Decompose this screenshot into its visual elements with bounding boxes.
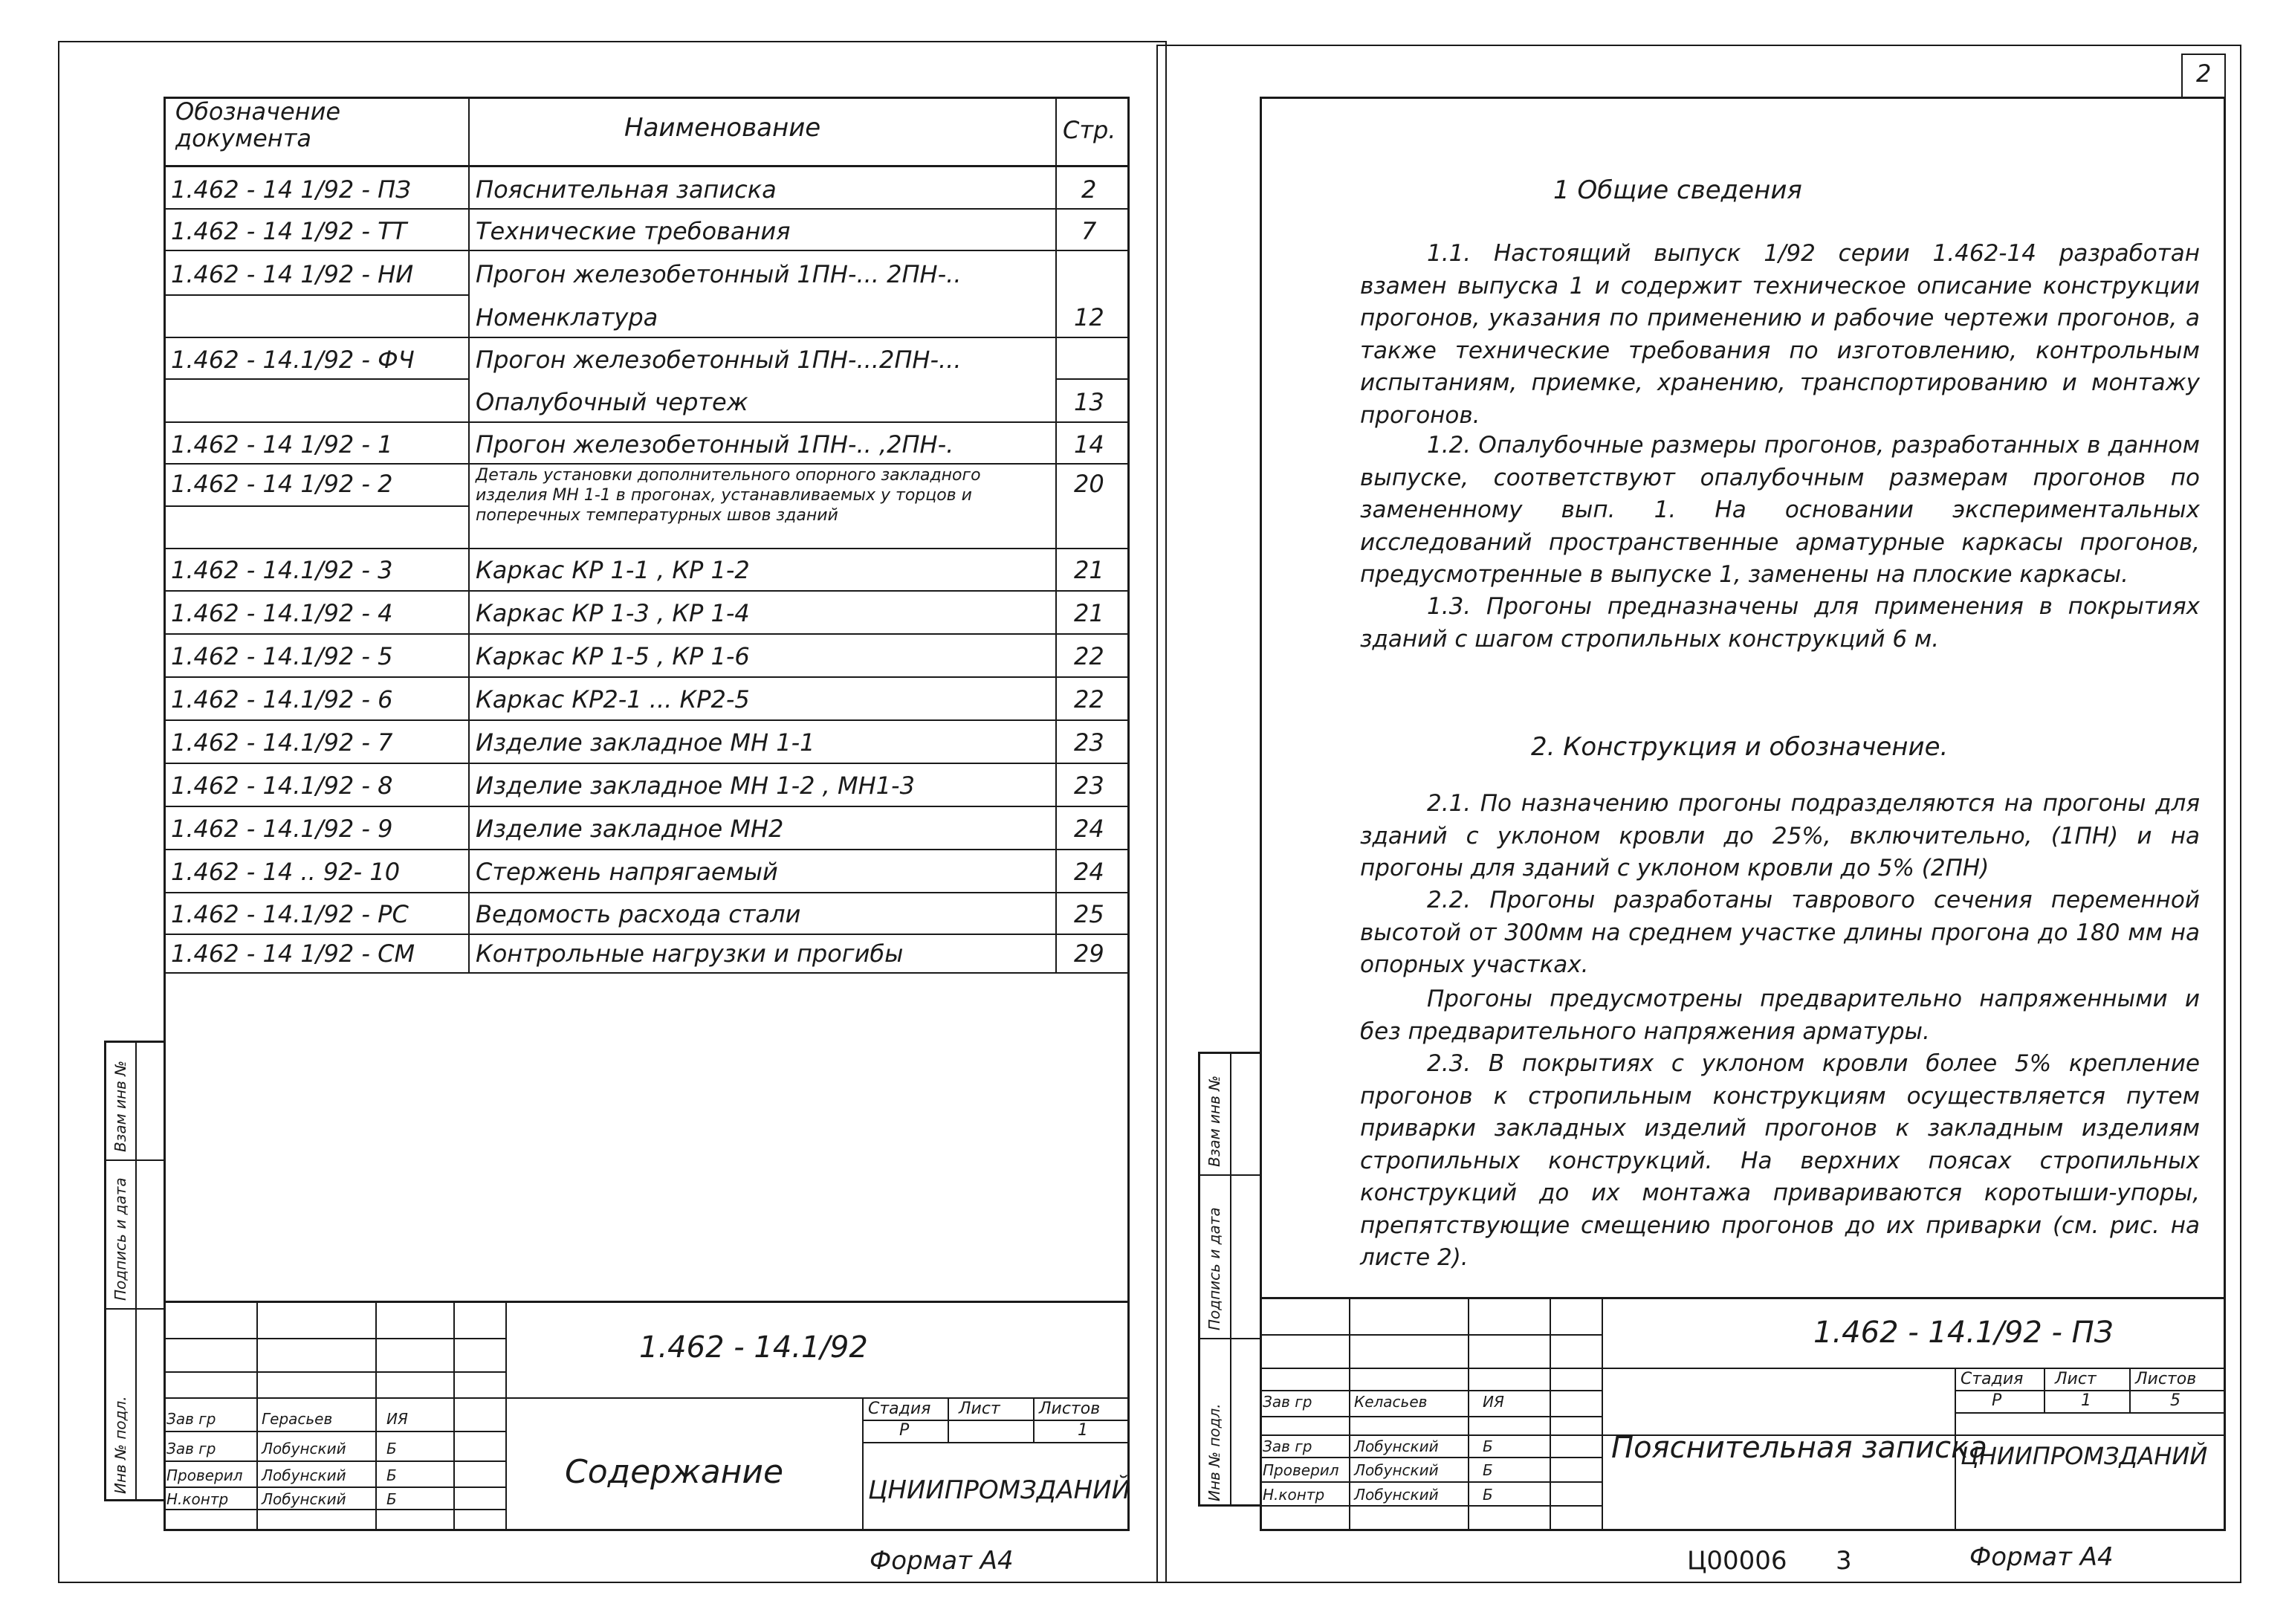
stamp-sheet-label: Лист (959, 1400, 1000, 1418)
stamp-sheet: 1 (2081, 1391, 2091, 1410)
stamp-person-name: Лобунский (1354, 1437, 1439, 1455)
table-row-rule (164, 806, 1130, 807)
row-code: 1.462 - 14.1/92 - 9 (171, 815, 393, 843)
stamp-person-role: Проверил (166, 1466, 243, 1484)
title-block-rule (862, 1442, 1130, 1443)
stamp-stage-label: Стадия (1961, 1370, 2024, 1388)
header-page: Стр. (1063, 116, 1116, 144)
table-subrow-rule (164, 294, 468, 296)
table-row-rule (164, 763, 1130, 764)
title-block-rule (1260, 1505, 1602, 1507)
table-row-rule (164, 849, 1130, 850)
stamp-doc-code: 1.462 - 14.1/92 (639, 1330, 868, 1365)
title-block-rule (1033, 1397, 1035, 1442)
title-block-rule (1260, 1297, 2226, 1299)
side-label-sign: Подпись и дата (1205, 1207, 1223, 1330)
stamp-org: ЦНИИПРОМЗДАНИЙ (1961, 1442, 2208, 1470)
paragraph-1-1 (1360, 238, 2200, 432)
row-page: 23 (1074, 771, 1104, 800)
title-block-rule (1260, 1481, 1602, 1483)
stamp-person-name: Лобунский (262, 1466, 346, 1484)
stamp-person-sign: Б (1483, 1486, 1493, 1504)
row-code: 1.462 - 14.1/92 - 6 (171, 685, 393, 714)
paragraph-2-1 (1360, 788, 2200, 885)
title-block-rule (2044, 1368, 2045, 1412)
title-block-rule (1468, 1297, 1469, 1531)
stamp-sheets: 5 (2170, 1391, 2180, 1410)
stamp-title: Содержание (565, 1453, 784, 1491)
paragraph-1-2-text: 1.2. Опалубочные размеры прогонов, разработанных в данном выпуске, соответствуют опалубочным размерам прогонов по замененному вып. 1. На основании экспериментальных исследований пространственные арматурные каркасы прогонов, предусмотренные в выпуске 1, заменены на плоские каркасы. (1360, 432, 2200, 588)
row-code: 1.462 - 14.1/92 - 5 (171, 642, 393, 670)
side-strip-divider (135, 1041, 137, 1501)
row-name: Контрольные нагрузки и прогибы (476, 939, 904, 968)
row-page: 13 (1074, 388, 1104, 416)
stamp-person-name: Лобунский (262, 1490, 346, 1508)
stamp-person-name: Лобунский (1354, 1461, 1439, 1479)
row-page: 2 (1081, 175, 1097, 204)
title-block-rule (164, 1460, 505, 1462)
title-block-rule (505, 1301, 507, 1531)
row-name: Изделие закладное МН2 (476, 815, 784, 843)
table-row-rule (164, 676, 1130, 678)
row-name: Технические требования (476, 217, 791, 245)
row-name-2: Номенклатура (476, 303, 658, 331)
title-block-rule (164, 1301, 1130, 1303)
row-code: 1.462 - 14.1/92 - 7 (171, 728, 393, 757)
stamp-title: Пояснительная записка (1611, 1431, 1987, 1465)
row-name: Прогон железобетонный 1ПН-...2ПН-... (476, 346, 962, 374)
paragraph-2-2b-text: Прогоны предусмотрены предварительно напряженными и без предварительного напряжения арматуры. (1360, 986, 2200, 1045)
row-name: Каркас КР 1-5 , КР 1-6 (476, 642, 750, 670)
table-row-rule (164, 548, 1130, 549)
stamp-stage: Р (899, 1421, 910, 1440)
header-name: Наименование (624, 113, 821, 143)
paragraph-1-3 (1360, 591, 2200, 656)
paragraph-1-2 (1360, 430, 2200, 592)
row-name: Изделие закладное МН 1-2 , МН1-3 (476, 771, 915, 800)
stamp-person-role: Н.контр (1263, 1486, 1325, 1504)
row-code: 1.462 - 14.1/92 - 3 (171, 556, 393, 584)
row-page: 24 (1074, 858, 1104, 886)
stamp-sheets: 1 (1078, 1421, 1088, 1440)
side-strip-rule (1198, 1338, 1261, 1339)
stamp-person-role: Проверил (1263, 1461, 1339, 1479)
stamp-number: Ц00006 (1687, 1546, 1787, 1576)
col-divider (1055, 97, 1057, 972)
header-designation: Обозначение документа (175, 97, 341, 152)
paragraph-2-3 (1360, 1048, 2200, 1275)
row-page: 14 (1074, 430, 1104, 459)
stamp-person-sign: Б (386, 1490, 397, 1508)
table-row-rule (164, 250, 1130, 251)
paragraph-1-3-text: 1.3. Прогоны предназначены для применения в покрытиях зданий с шагом стропильных конструкций 6 м. (1360, 593, 2200, 653)
table-row-rule (164, 590, 1130, 592)
side-strip-rule (104, 1308, 165, 1310)
row-name: Каркас КР 1-3 , КР 1-4 (476, 599, 750, 627)
stamp-doc-code: 1.462 - 14.1/92 - ПЗ (1813, 1316, 2114, 1350)
row-code: 1.462 - 14.1/92 - 8 (171, 771, 393, 800)
stamp-org: ЦНИИПРОМЗДАНИЙ (868, 1475, 1131, 1505)
paragraph-1-1-text: 1.1. Настоящий выпуск 1/92 серии 1.462-14 разработан взамен выпуска 1 и содержит техническое описание конструкции прогонов, указания по применению и рабочие чертежи прогонов, а также технические требования по изготовлению, контрольным испытаниям, приемке, хранению, транспортированию и монтажу прогонов. (1360, 240, 2200, 429)
side-label-inv: Инв № подл. (111, 1396, 129, 1494)
table-row-rule (164, 337, 1130, 338)
title-block-rule (1260, 1334, 1602, 1336)
title-block-rule (948, 1397, 949, 1442)
stamp-stage: Р (1992, 1391, 2002, 1410)
row-name: Изделие закладное МН 1-1 (476, 728, 815, 757)
section1-title: 1 Общие сведения (1553, 175, 1802, 205)
title-block-rule (164, 1431, 505, 1432)
format-label: Формат А4 (1969, 1542, 2114, 1572)
stamp-person-role: Зав гр (1263, 1437, 1312, 1455)
row-page: 22 (1074, 642, 1104, 670)
stamp-person-name: Лобунский (1354, 1486, 1439, 1504)
row-code: 1.462 - 14 .. 92- 10 (171, 858, 401, 886)
title-block-rule (164, 1486, 505, 1488)
stamp-person-name: Келасьев (1354, 1393, 1428, 1411)
row-page: 21 (1074, 556, 1104, 584)
stamp-person-sign: Б (1483, 1437, 1493, 1455)
paragraph-2-3-text: 2.3. В покрытиях с уклоном кровли более 5% крепление прогонов к стропильным конструкциям осуществляется путем приварки закладных изделий прогонов к закладным изделиям стропильных конструкций. На верхних поясах стропильных конструкций до их монтажа привариваются коротыши-упоры, препятствующие смещению прогонов до их приварки (см. рис. на листе 2). (1360, 1050, 2200, 1271)
side-strip-divider (1230, 1052, 1231, 1507)
row-name-2: Опалубочный чертеж (476, 388, 748, 416)
section2-title: 2. Конструкция и обозначение. (1531, 732, 1949, 762)
title-block-rule (1602, 1297, 1603, 1531)
paragraph-2-2-text: 2.2. Прогоны разработаны таврового сечения переменной высотой от 300мм на среднем участке длины прогона до 180 мм на опорных участках. (1360, 887, 2200, 978)
row-code: 1.462 - 14 1/92 - СМ (171, 939, 415, 968)
title-block-rule (1260, 1457, 1602, 1458)
stamp-person-role: Зав гр (166, 1410, 216, 1428)
stamp-person-role: Зав гр (166, 1440, 216, 1458)
row-page: 25 (1074, 900, 1104, 928)
col-divider (468, 97, 470, 972)
row-page: 23 (1074, 728, 1104, 757)
table-subrow-rule (1055, 378, 1130, 380)
title-block-rule (1602, 1368, 2226, 1369)
sheet-number: 2 (2196, 59, 2212, 88)
stamp-sheets-label: Листов (1039, 1400, 1101, 1418)
title-block-rule (1955, 1412, 2226, 1414)
format-label: Формат А4 (870, 1546, 1014, 1576)
title-block-rule (1260, 1416, 1602, 1417)
stamp-person-role: Н.контр (166, 1490, 229, 1508)
stamp-person-sign: Б (1483, 1461, 1493, 1479)
side-label-sign: Подпись и дата (111, 1177, 129, 1301)
stamp-person-name: Лобунский (262, 1440, 346, 1458)
title-block-rule (1260, 1368, 1602, 1369)
row-page: 20 (1074, 470, 1104, 498)
title-block-rule (1260, 1390, 1602, 1391)
title-block-rule (1349, 1297, 1350, 1531)
title-block-rule (375, 1301, 377, 1531)
table-row-rule (164, 934, 1130, 935)
stamp-stage-label: Стадия (868, 1400, 931, 1418)
stamp-sheet-label: Лист (2055, 1370, 2097, 1388)
row-code: 1.462 - 14 1/92 - НИ (171, 260, 414, 288)
row-code: 1.462 - 14.1/92 - 4 (171, 599, 393, 627)
row-name: Пояснительная записка (476, 175, 777, 204)
stamp-person-sign: ИЯ (1483, 1393, 1504, 1411)
table-row-rule (164, 421, 1130, 423)
title-block-rule (2129, 1368, 2131, 1412)
stamp-person-name: Герасьев (262, 1410, 333, 1428)
table-row-rule (164, 972, 1130, 974)
title-block-rule (256, 1301, 258, 1531)
row-code: 1.462 - 14.1/92 - РС (171, 900, 409, 928)
row-name: Каркас КР 1-1 , КР 1-2 (476, 556, 750, 584)
row-code: 1.462 - 14 1/92 - ПЗ (171, 175, 411, 204)
side-label-replace: Взам инв № (1205, 1075, 1223, 1167)
row-code: 1.462 - 14 1/92 - 1 (171, 430, 393, 459)
side-label-inv: Инв № подл. (1205, 1403, 1223, 1501)
paragraph-2-1-text: 2.1. По назначению прогоны подразделяются на прогоны для зданий с уклоном кровли до 25%, включительно, (1ПН) и на прогоны для зданий с уклоном кровли до 5% (2ПН) (1360, 790, 2200, 881)
row-page: 12 (1074, 303, 1104, 331)
table-row-rule (164, 892, 1130, 893)
stamp-sheets-label: Листов (2135, 1370, 2197, 1388)
title-block-rule (164, 1397, 1130, 1399)
table-row-rule (164, 208, 1130, 210)
stamp-person-sign: ИЯ (386, 1410, 408, 1428)
paragraph-2-2b (1360, 983, 2200, 1048)
page-number: 3 (1836, 1546, 1852, 1576)
header-bottom (164, 165, 1130, 167)
table-row-rule (164, 719, 1130, 721)
title-block-rule (164, 1338, 505, 1339)
title-block-rule (1550, 1297, 1551, 1531)
row-page: 22 (1074, 685, 1104, 714)
row-code: 1.462 - 14 1/92 - 2 (171, 470, 393, 498)
stamp-person-role: Зав гр (1263, 1393, 1312, 1411)
table-subrow-rule (164, 505, 468, 507)
side-strip-rule (104, 1159, 165, 1161)
row-code: 1.462 - 14 1/92 - ТТ (171, 217, 407, 245)
title-block-rule (164, 1371, 505, 1373)
table-row-rule (164, 633, 1130, 635)
title-block-rule (164, 1509, 505, 1510)
title-block-rule (453, 1301, 455, 1531)
row-page: 21 (1074, 599, 1104, 627)
side-label-replace: Взам инв № (111, 1060, 129, 1152)
row-name: Прогон железобетонный 1ПН-.. ,2ПН-. (476, 430, 954, 459)
row-name: Прогон железобетонный 1ПН-... 2ПН-.. (476, 260, 962, 288)
row-name: Каркас КР2-1 ... КР2-5 (476, 685, 750, 714)
side-strip-rule (1198, 1174, 1261, 1176)
stamp-person-sign: Б (386, 1440, 397, 1458)
row-code: 1.462 - 14.1/92 - ФЧ (171, 346, 415, 374)
paragraph-2-2 (1360, 884, 2200, 982)
row-page: 24 (1074, 815, 1104, 843)
table-subrow-rule (164, 378, 468, 380)
row-name: Деталь установки дополнительного опорного закладного изделия МН 1-1 в прогонах, устанавливаемых у торцов и поперечных температурных швов зданий (476, 466, 981, 525)
row-page: 29 (1074, 939, 1104, 968)
title-block-rule (862, 1397, 864, 1531)
row-name: Стержень напрягаемый (476, 858, 778, 886)
table-row-rule (164, 463, 1130, 465)
row-page: 7 (1081, 217, 1097, 245)
stamp-person-sign: Б (386, 1466, 397, 1484)
row-name: Ведомость расхода стали (476, 900, 801, 928)
